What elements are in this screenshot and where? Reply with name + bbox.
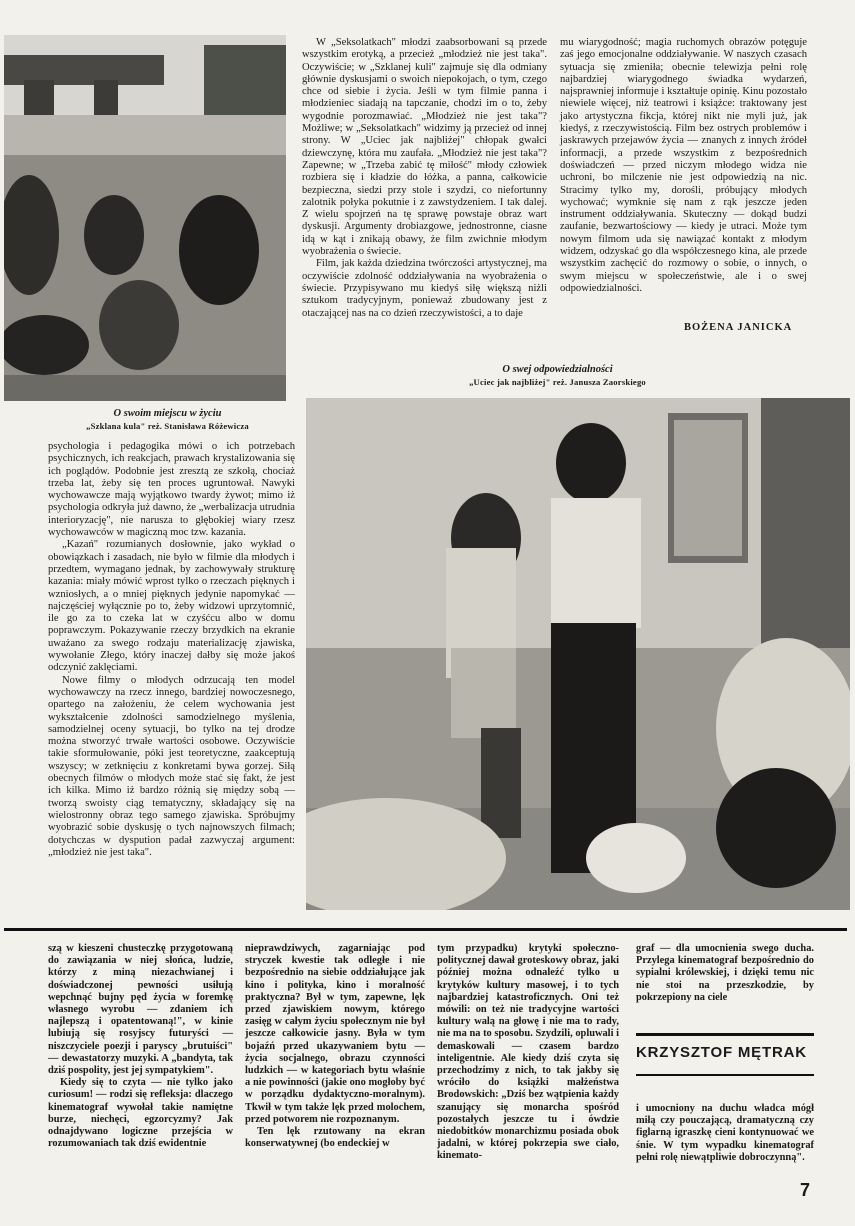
article-column-top-right	[560, 37, 807, 295]
author-rule-top	[636, 1033, 814, 1036]
caption-szklana-kula	[50, 408, 285, 432]
caption-title: O swoim miejscu w życiu	[113, 408, 222, 419]
paragraph: szą w kieszeni chusteczkę przygotowaną do zawiązania w niej słońca, ludzie, którzy z miną niezachwianej i doświadczonej pewności usiłują wepchnąć bujny pęd życia w foremkę własnego wyrobu — zdaniem ich najlepszą i opatentowaną!", w kinie lubiują się rosyjscy futuryści — niszczyciele poezji i paryscy „brutuiści" — dewastatorzy muzyki. A „bandyta, tak dziś pospolity, jest jej sympatykiem".	[48, 943, 233, 1077]
author-rule-bottom	[636, 1074, 814, 1076]
bottom-column-4-bottom	[636, 1103, 814, 1164]
caption-title: O swej odpowiedzialności	[502, 364, 613, 375]
author-name: KRZYSZTOF MĘTRAK	[636, 1044, 807, 1061]
bottom-column-4-top	[636, 943, 814, 1004]
photo-uciec-jak-najblizej	[306, 398, 850, 910]
paragraph: Ten lęk rzutowany na ekran konserwatywnej (bo endeckiej w	[245, 1126, 425, 1150]
paragraph: tym przypadku) krytyki społeczno-politycznej dawał groteskowy obraz, jaki później można odnaleźć tylko u krytyków kultury masowej, i to tych najbardziej katastroficznych. Oni też mówili: on też nie tradycyjne wartości kultury walą na głowę i nie ma to rady, nie ma na to sposobu. Szydzili, opluwali i demaskowali — czasem bardzo inteligentnie. Ale kiedy dziś czyta się przechodzimy z nich, to tak jakby się wróciło do książki małżeństwa Brodowskich: „Dziś bez wątpienia każdy szanujący się monarcha spośród pozostałych jeszcze tu i ówdzie niedobitków monarchizmu posiada obok jadalni, w której pokrzepia swe ciało, kinemato-	[437, 943, 619, 1162]
caption-subtitle: „Uciec jak najbliżej" reż. Janusza Zaorskiego	[469, 377, 646, 387]
photo-szklana-kula-image	[4, 35, 286, 401]
caption-uciec-jak-najblizej	[440, 364, 675, 388]
caption-subtitle: „Szklana kula" reż. Stanisława Różewicza	[86, 421, 249, 431]
paragraph: Kiedy się to czyta — nie tylko jako curiosum! — rodzi się refleksja: dlaczego kinematograf wywołał takie namiętne burze, niechęci, egzorcyzmy? Jak odnajdywano logiczne przejścia w rozumowaniach tak dziś ewidentnie	[48, 1077, 233, 1150]
article-column-middle-left	[48, 441, 295, 859]
bottom-column-3	[437, 943, 619, 1163]
bottom-column-1	[48, 943, 233, 1150]
paragraph: „Kazań" rozumianych dosłownie, jako wykład o obowiązkach i zasadach, nie było w filmie dla młodych i przedtem, wymagano jednak, by zachowywały strukturę kazania: miały mówić wprost tylko o rzeczach pięknych i wzniosłych, a o mniej pięknych jedynie napomykać — najczęściej wyłącznie po to, żeby widzowi uprzytomnić, ile go za to czeka lat w czyśćcu albo w domu poprawczym. Pokazywanie rzeczy brzydkich na ekranie uważano za swego rodzaju materializację zjawiska, wywołanie Złego, który inaczej dałby się może jakoś odczynić zaklęciami.	[48, 539, 295, 674]
paragraph: psychologia i pedagogika mówi o ich potrzebach psychicznych, ich reakcjach, prawach krystalizowania się ich poglądów. Podobnie jest zresztą ze szkołą, chociaż trzeba lat, żeby się ten proces ugruntował. Nawyki wychowawcze mają wyjątkowo twardy żywot; mimo iż psychologia odkryła już dawno, że „werbalizacja utrudnia interioryzację", nie narusza to głębokiej wiary rzesz wychowawców w magiczną moc tzw. kazania.	[48, 441, 295, 539]
paragraph: graf — dla umocnienia swego ducha. Przylega kinematograf bezpośrednio do sypialni królewskiej, i dzięki temu nic nie stoi na przeszkodzie, by pokrzepiony na ciele	[636, 943, 814, 1003]
paragraph: mu wiarygodność; magia ruchomych obrazów potęguje zaś jego emocjonalne oddziaływanie. W naszych czasach sytuacja się zmieniła; obecnie telewizja pełni rolę najbardziej wiarygodnego świadka wydarzeń, najsprawniej informuje i kształtuje opinię. Kinu pozostało niewiele więcej, niż teatrowi i książce: traktowany jest jako artystyczna fikcja, której nikt nie myli już, jak kiedyś, z rzeczywistością. Film bez ostrych problemów i jaskrawych przejawów życia — znanych z innych źródeł informacji, a przede wszystkim z bezpośrednich doświadczeń — przed niczym młodego widza nie uchroni, bo milczenie nie jest odpowiedzią na nic. Stracimy tylko my, dorośli, próbujący młodych wychować; wymknie się nam z rąk jeszcze jeden instrument oddziaływania. Skuteczny — dokąd budzi zaufanie, bezwartościowy — kiedy je utraci. Może tym nowym filmom uda się nawiązać kontakt z młodym widzem, odzyskać go dla współczesnego kina, ale przede wszystkim zachęcić do rozmowy o sobie, o innych, o swym miejscu w społeczeństwie, ale i o swej odpowiedzialności.	[560, 37, 807, 294]
signature-bozena-janicka: BOŻENA JANICKA	[684, 322, 793, 333]
paragraph: nieprawdziwych, zagarniając pod stryczek kwestie tak odległe i nie bezpośrednio na siebie oddziałujące jak kino i polityka, kino i moralność praktyczna? Był w tym, zapewne, lęk przed zjawiskiem nowym, którego zasięg w całym życiu społecznym nie był jeszcze całkowicie jasny. Była w tym bojaźń przed ukazywaniem bytu — życia socjalnego, obrazu czynności ludzkich — w kategoriach bytu właśnie a nie powinności (jakie ono mogłoby być w porządku dydaktyczno-moralnym). Tkwił w tym także lęk przed molochem, przed potworem nie rozpoznanym.	[245, 943, 425, 1125]
section-divider	[4, 928, 847, 931]
bottom-column-2	[245, 943, 425, 1150]
photo-uciec-jak-najblizej-image	[306, 398, 850, 910]
page-number: 7	[800, 1180, 811, 1200]
paragraph: Film, jak każda dziedzina twórczości artystycznej, ma oczywiście zdolność oddziaływania na wyobrażenia o świecie. Przypisywano mu kiedyś siłę większą niżli sztukom tradycyjnym, ponieważ zbudowany jest z otaczającej nas na co dzień rzeczywistości, a to daje	[302, 258, 547, 319]
photo-szklana-kula	[4, 35, 286, 401]
paragraph: i umocniony na duchu władca mógł miłą czy pouczającą, dramatyczną czy figlarną igraszkę cieni kontynuować we śnie. W tym wypadku kinematograf pełni rolę niewątpliwie dobroczynną".	[636, 1103, 814, 1163]
paragraph: W „Seksolatkach" młodzi zaabsorbowani są przede wszystkim erotyką, a przecież „młodzież nie jest taka". Oczywiście; w „Szklanej kuli" zajmuje się dla odmiany głównie dyskusjami o swoich niepokojach, o tym, czego chce od siebie i życia. Jeśli w tym filmie panna i młodzieniec siadają na tapczanie, chodzi im o to, żeby wygodnie porozmawiać. „Młodzież nie jest taka"? Możliwe; w „Seksolatkach" widzimy ją przecież od innej strony. W „Uciec jak najbliżej" chłopak gwałci dziewczynę, która mu zaufała. „Młodzież nie jest taka"? Zapewne; w „Trzeba zabić tę miłość" młody człowiek rozbiera się i kładzie do łóżka, a panna, całkowicie bezpieczna, siedzi przy stole i szydzi, co niefortunny zalotnik połyka pokutnie i z zawstydzeniem. I tak dalej. Z wielu spojrzeń na tę sprawę powstaje obraz wart dyskusji. Argumenty drobiazgowe, jednostronne, ciasne idą w kąt i znikają obawy, że film zwichnie młodym wyobrażenia o świecie.	[302, 37, 547, 258]
paragraph: Nowe filmy o młodych odrzucają ten model wychowawczy na rzecz innego, bardziej nowoczesnego, opartego na założeniu, że celem wychowania jest wykształcenie zdolności samodzielnego myślenia, samodzielnej oceny sytuacji, bo tylko na tej drodze można stworzyć trwałe wartości osobowe. Oczywiście takie sformułowanie, póki jest teoretyczne, zaakceptują wszyscy; w zetknięciu z konkretami bywa gorzej. Siłą obecnych filmów o młodych może stać się fakt, że jest ich kilka. Mimo iż bardzo różnią się między sobą — tworzą swoisty ciąg tematyczny, składający się na wielostronny obraz tego samego zjawiska. Spróbujmy wyobrazić sobie dyskusję o tych najnowszych filmach; dotychczas w dyspution padał zazwyczaj argument: „młodzież nie jest taka".	[48, 674, 295, 858]
article-column-top-middle	[302, 37, 547, 320]
